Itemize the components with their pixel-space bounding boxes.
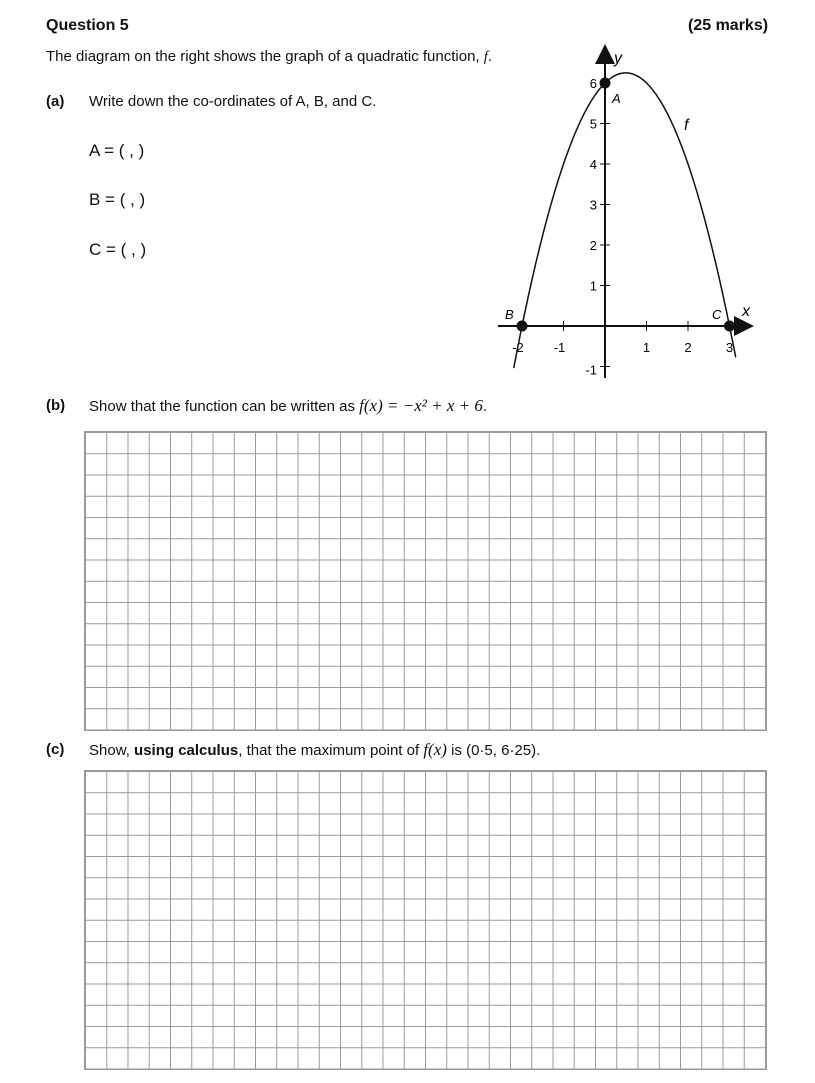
y-tick-label: 3 bbox=[589, 197, 597, 213]
intro-func-symbol: f bbox=[483, 49, 488, 65]
y-tick-label: 5 bbox=[589, 116, 597, 132]
marks: (25 marks) bbox=[688, 17, 769, 34]
point-label-c: C bbox=[712, 307, 722, 322]
part-b-formula: f(x) = −x² + x + 6 bbox=[359, 396, 483, 415]
y-tick-label: 2 bbox=[589, 238, 597, 253]
part-c-text-middle: , that the maximum point of bbox=[238, 742, 424, 759]
y-tick-label: 4 bbox=[589, 157, 597, 172]
answer-grid-c[interactable] bbox=[84, 770, 767, 1070]
x-tick-label: 3 bbox=[725, 340, 734, 355]
point-b bbox=[517, 321, 528, 332]
point-label-b: B bbox=[505, 307, 514, 322]
y-tick-label: -1 bbox=[585, 362, 597, 378]
curve-f bbox=[514, 73, 736, 368]
quadratic-graph bbox=[0, 0, 815, 400]
answer-b[interactable]: B = ( , ) bbox=[89, 190, 146, 209]
point-a bbox=[600, 78, 611, 89]
x-tick-label: -1 bbox=[553, 340, 566, 355]
curve-label: f bbox=[684, 117, 689, 134]
x-tick-label: 1 bbox=[642, 340, 651, 355]
x-tick-label: -2 bbox=[512, 340, 524, 355]
x-tick-label: 2 bbox=[684, 340, 692, 355]
part-b-label: (b) bbox=[46, 397, 66, 414]
point-c bbox=[724, 321, 735, 332]
intro-text-end: . bbox=[487, 48, 493, 65]
y-axis-label: y bbox=[614, 50, 622, 67]
point-label-a: A bbox=[612, 91, 621, 106]
answer-c[interactable]: C = ( , ) bbox=[89, 240, 147, 259]
part-c-text-start: Show, bbox=[89, 742, 135, 759]
answer-a[interactable]: A = ( , ) bbox=[89, 141, 145, 160]
part-c-text bbox=[89, 740, 540, 760]
part-b-text-main: Show that the function can be written as bbox=[89, 398, 355, 415]
y-tick-label: 1 bbox=[589, 278, 597, 294]
part-a-label: (a) bbox=[46, 93, 65, 110]
answer-grid-b[interactable] bbox=[84, 431, 767, 731]
part-c-formula: f(x) bbox=[423, 740, 447, 759]
y-tick-label: 6 bbox=[589, 76, 597, 91]
part-b-text bbox=[89, 396, 487, 416]
intro-text-main: The diagram on the right shows the graph of a quadratic function, bbox=[46, 48, 484, 65]
question-title: Question 5 bbox=[46, 17, 129, 34]
x-axis-label: x bbox=[742, 303, 750, 320]
part-c-text-end: is (0·5, 6·25). bbox=[446, 742, 541, 759]
part-c-label: (c) bbox=[46, 741, 65, 758]
part-b-end: . bbox=[482, 398, 488, 415]
part-a-text: Write down the co-ordinates of A, B, and C. bbox=[89, 93, 377, 110]
part-c-bold-text: using calculus bbox=[134, 742, 239, 759]
